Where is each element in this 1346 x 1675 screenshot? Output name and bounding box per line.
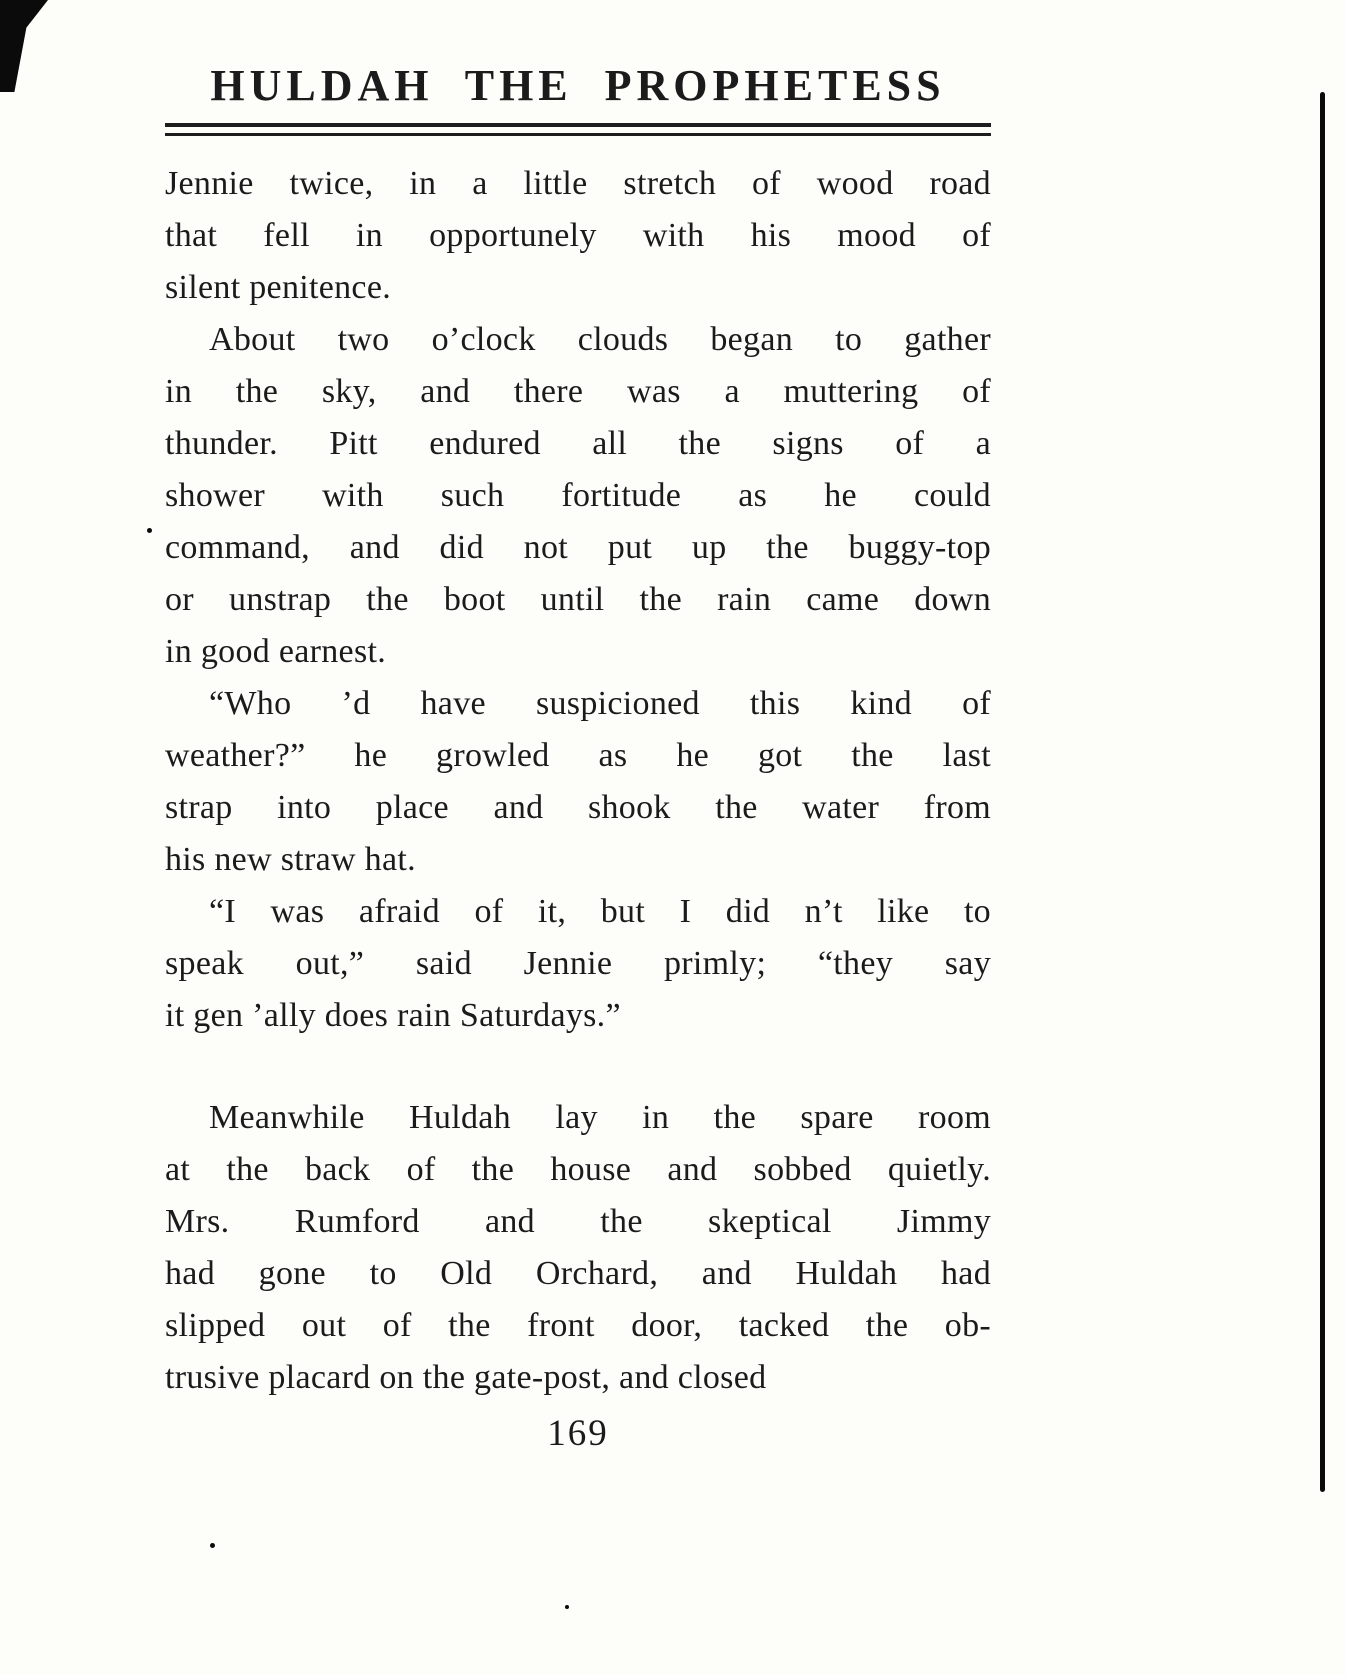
text-line: weather?” he growled as he got the last (165, 737, 991, 774)
text-line: Mrs. Rumford and the skeptical Jimmy (165, 1203, 991, 1240)
text-line: it gen ’ally does rain Saturdays.” (165, 997, 621, 1034)
scan-artifact-corner (0, 0, 48, 92)
text-line: “Who ’d have suspicioned this kind of (209, 685, 991, 722)
text-line: his new straw hat. (165, 841, 416, 878)
text-line: in good earnest. (165, 633, 387, 670)
text-line: Jennie twice, in a little stretch of wood road (165, 165, 991, 202)
page-header (165, 60, 991, 136)
text-line: strap into place and shook the water from (165, 789, 991, 826)
text-line: or unstrap the boot until the rain came down (165, 581, 991, 618)
paragraph (165, 158, 991, 314)
text-line: had gone to Old Orchard, and Huldah had (165, 1255, 991, 1292)
scan-artifact-edge-line (1320, 92, 1325, 1492)
scan-artifact-speck (210, 1543, 215, 1548)
text-line: in the sky, and there was a muttering of (165, 373, 991, 410)
text-line: trusive placard on the gate-post, and closed (165, 1359, 767, 1396)
scan-artifact-speck (147, 528, 152, 533)
text-line: Meanwhile Huldah lay in the spare room (209, 1099, 991, 1136)
text-line: shower with such fortitude as he could (165, 477, 991, 514)
paragraph (165, 1092, 991, 1404)
text-line: slipped out of the front door, tacked the ob- (165, 1307, 991, 1344)
paragraph (165, 886, 991, 1042)
text-line: at the back of the house and sobbed quietly. (165, 1151, 991, 1188)
text-line: “I was afraid of it, but I did n’t like to (209, 893, 991, 930)
page-number: 169 (547, 1413, 609, 1454)
text-line: silent penitence. (165, 269, 392, 306)
running-header-title: HULDAH THE PROPHETESS (210, 61, 946, 110)
text-line: that fell in opportunely with his mood of (165, 217, 991, 254)
paragraph (165, 678, 991, 886)
header-double-rule (165, 123, 991, 136)
text-line: speak out,” said Jennie primly; “they say (165, 945, 991, 982)
paragraph (165, 314, 991, 678)
text-line: thunder. Pitt endured all the signs of a (165, 425, 991, 462)
page-body (165, 158, 991, 1404)
text-line: command, and did not put up the buggy-top (165, 529, 991, 566)
page-content (165, 60, 991, 1455)
text-line: About two o’clock clouds began to gather (209, 321, 991, 358)
scan-artifact-speck (565, 1605, 569, 1609)
